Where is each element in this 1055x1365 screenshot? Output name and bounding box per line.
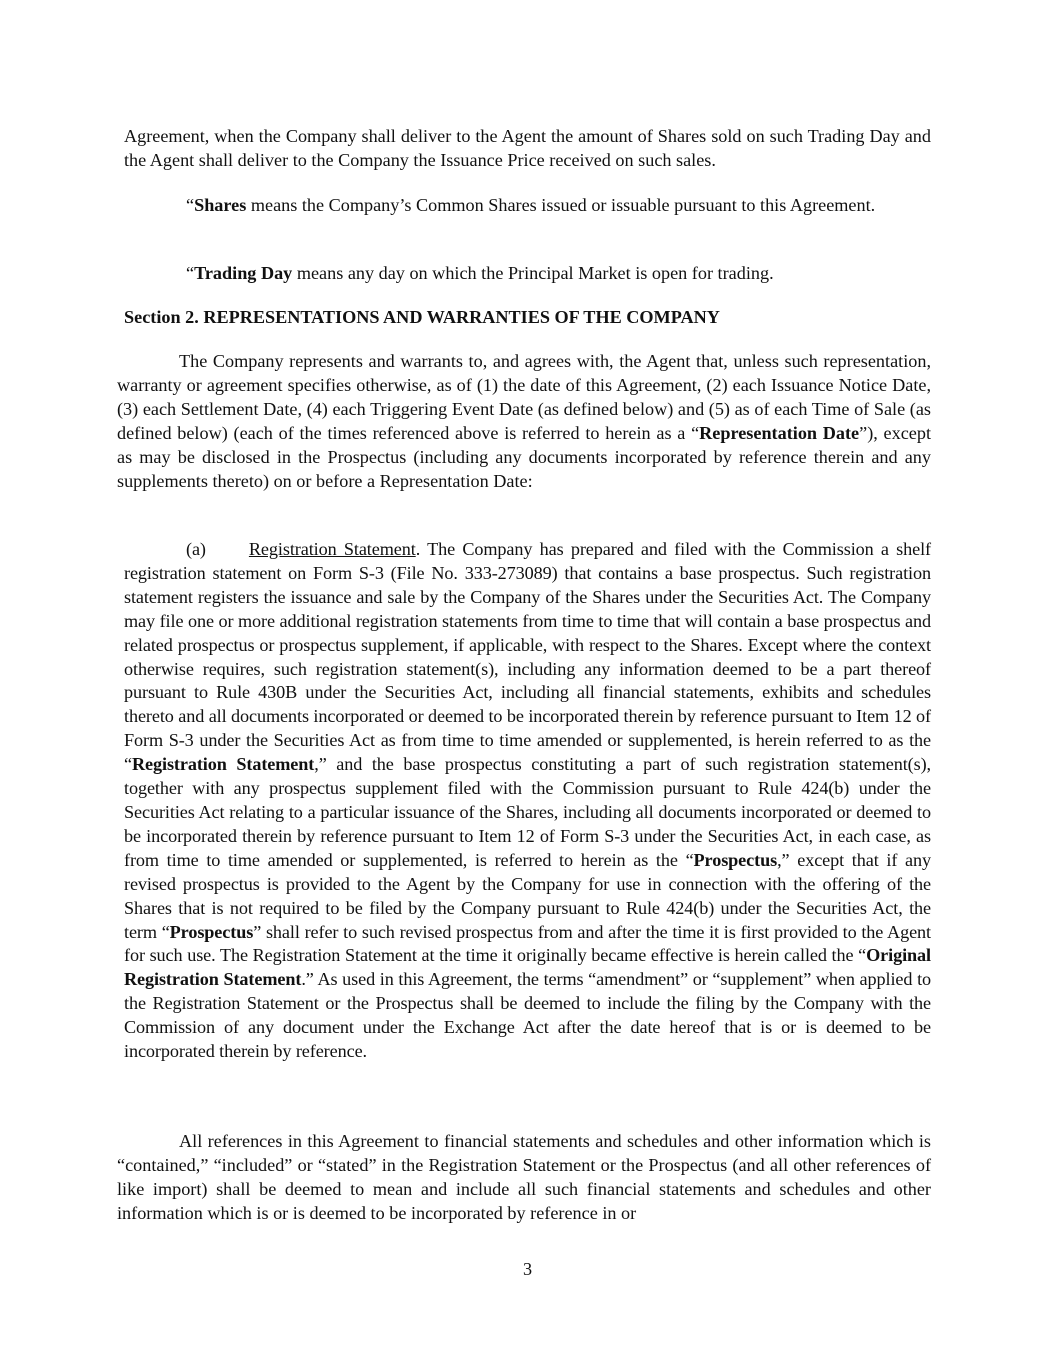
prospectus-term-2: Prospectus <box>169 921 254 942</box>
prospectus-term: Prospectus <box>693 849 778 870</box>
representation-date-term: Representation Date <box>699 422 860 443</box>
references-paragraph: All references in this Agreement to financial statements and schedules and other information which is “contained,” “included” or “stated” in the Registration Statement or the Prospectus (and all other references of like import) shall be deemed to mean and include all such financial statements and schedules and other information which is or is deemed to be incorporated by reference in or <box>117 1131 931 1223</box>
reg-text-2: ,” and the base prospectus constituting a part of such registration statement(s), together with any prospectus supplement filed with the Commission pursuant to Rule 424(b) under the Securities Act relating to a particular issuance of the Shares, including all documents incorporated or deemed to be incorporated therein by reference pursuant to Item 12 of Form S-3 under the Securities Act, in each case, as from time to time amended or supplemented, is referred to herein as the “ <box>124 754 931 870</box>
shares-definition: “Shares means the Company’s Common Shares issued or issuable pursuant to this Agreement. <box>186 195 876 215</box>
section-heading: Section 2. REPRESENTATIONS AND WARRANTIES OF THE COMPANY <box>124 307 720 327</box>
registration-statement-paragraph <box>124 538 931 1064</box>
reg-text-3: ,” except that if any revised prospectus is provided to the Agent by the Company for use in connection with the offering of the Shares that is not required to be filed by the Company pursuant to Rule 424(b) under the Securities Act, the term “ <box>124 849 931 942</box>
intro-text-2: ”), except as may be disclosed in the Prospectus (including any documents incorporated by reference therein and any supplements thereto) on or before a Representation Date: <box>117 422 931 491</box>
subsection-label: (a) <box>186 539 206 559</box>
reg-text-1: . The Company has prepared and filed with the Commission a shelf registration statement on Form S-3 (File No. 333-273089) that contains a base prospectus. Such registration statement registers the issuance and sale by the Company of the Shares under the Securities Act. The Company may file one or more additional registration statements from time to time that will contain a base prospectus and related prospectus or prospectus supplement, if applicable, with respect to the Shares. Except where the context otherwise requires, such registration statement(s), including any information deemed to be a part thereof pursuant to Rule 430B under the Securities Act, including all financial statements, exhibits and schedules thereto and all documents incorporated or deemed to be incorporated therein by reference pursuant to Item 12 of Form S-3 under the Securities Act as from time to time amended or supplemented, is herein referred to as the “ <box>124 539 931 775</box>
shares-definition-text: means the Company’s Common Shares issued or issuable pursuant to this Agreement. <box>246 195 876 215</box>
shares-term: Shares <box>194 195 247 215</box>
intro-text-1: The Company represents and warrants to, and agrees with, the Agent that, unless such representation, warranty or agreement specifies otherwise, as of (1) the date of this Agreement, (2) each Issuance Notice Date, (3) each Settlement Date, (4) each Triggering Event Date (as defined below) and (5) as of each Time of Sale (as defined below) (each of the times referenced above is referred to herein as a “ <box>117 351 931 443</box>
page-number: 3 <box>522 1259 533 1279</box>
registration-statement-title: Registration Statement <box>248 539 416 559</box>
registration-statement-term: Registration Statement <box>131 754 315 775</box>
intro-paragraph <box>117 350 931 493</box>
original-registration-statement-term: Original Registration Statement <box>124 945 931 990</box>
trading-day-definition: “Trading Day means any day on which the Principal Market is open for trading. <box>186 263 774 283</box>
reg-text-5: .” As used in this Agreement, the terms “amendment” or “supplement” when applied to the Registration Statement or the Prospectus shall be deemed to include the filing by the Company with the Commission of any document under the Exchange Act after the date hereof that is or is deemed to be incorporated therein by reference. <box>124 969 932 1062</box>
continued-paragraph: Agreement, when the Company shall deliver to the Agent the amount of Shares sold on such Trading Day and the Agent shall deliver to the Company the Issuance Price received on such sales. <box>124 126 931 170</box>
trading-day-term: Trading Day <box>194 263 293 283</box>
reg-text-4: ” shall refer to such revised prospectus from and after the time it is first provided to the Agent for such use. The Registration Statement at the time it originally became effective is herein called the “ <box>124 921 931 966</box>
trading-day-definition-text: means any day on which the Principal Market is open for trading. <box>292 263 774 283</box>
